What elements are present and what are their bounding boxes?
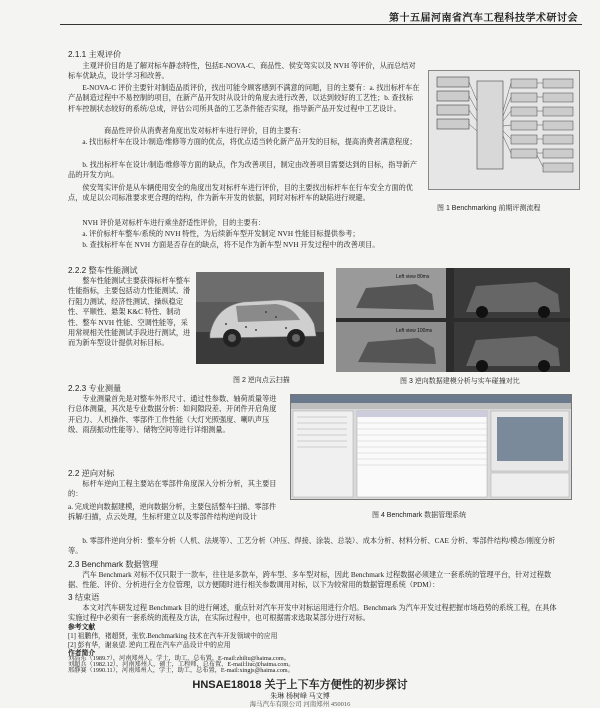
figure-3-caption: 图 3 逆向数据建模分析与实车碰撞对比 [400, 378, 520, 385]
para-211-7: NVH 评价是对标杆车进行乘坐舒适性评价，目的主要有： [82, 219, 266, 227]
header-title: 第十五届河南省汽车工程科技学术研讨会 [389, 13, 578, 24]
next-article-title: HNSAE18018 关于上下车方便性的初步探讨 [192, 679, 408, 691]
ref-item-2: [2] 彭有华，谢泉望. 逆向工程在汽车产品设计中的应用 [68, 642, 231, 649]
para-211-1: 主观评价目的是了解对标车静态特性，包括E-NOVA-C、商品性、侯安驾实以及 NVH 等评价，从而总结对标车优缺点，设计学习和改善。 [68, 62, 416, 81]
para-211-5: b. 找出标杆车在设计/制造/维修等方面的缺点，作为改善项目，制定由改善项目需要达到的目标，指导新产品的开发方向。 [68, 161, 418, 180]
figure-3-label-80ms: Left view 80ms [396, 274, 430, 280]
figure-2-car-photo [196, 272, 324, 364]
heading-223: 2.2.3 专业测量 [68, 384, 122, 393]
ref-item-1: [1] 祖鹏伟，褚超贤，张钦.Benchmarking 技术在汽车开发领域中的应用 [68, 633, 278, 640]
figure-3-label-100ms: Left view 100ms [396, 328, 433, 334]
refs-heading: 参考文献 [68, 624, 96, 631]
figure-4 [290, 394, 572, 500]
figure-3 [336, 268, 570, 372]
para-211-6: 侯安驾实评价是从车辆使用安全的角度出发对标杆车进行评价，目的主要找出标杆车在行车安全方面的优点，成足以公司标准要求更合理的结构，作为新车开发的依据，同时对标杆车的缺陷进行规避。 [68, 184, 414, 203]
author-intro-3: 邢静赛（1990.11），河南郑州人，学士，助工，总布置，E-mail:xingjs@haima.com。 [68, 667, 294, 674]
heading-3: 3 结束语 [68, 593, 100, 602]
para-211-3: 商品性评价从消费者角度出发对标杆车进行评价，目的主要有： [104, 127, 306, 135]
para-22-b: b. 零部件逆向分析：整车分析（人机、法规等）、工艺分析（冲压、焊接、涂装、总装）、成本分析、材料分析、CAE 分析、零部件结构/模态/刚度分析等。 [68, 537, 556, 556]
heading-22: 2.2 逆向对标 [68, 469, 115, 478]
figure-1 [428, 70, 580, 190]
author-intro-2: 刘超兵（1982.12），河南郑州人，硕士，工程师，总布置，E-mail:liuc@haima.com。 [68, 661, 295, 668]
para-211-8: a. 评价标杆车整车/系统的 NVH 特性，为后续新车型开发制定 NVH 性能目标提供参考； [82, 230, 360, 238]
next-article-affiliation: 海马汽车有限公司 河南郑州 450016 [249, 701, 351, 708]
figure-2-caption: 图 2 逆向点云扫描 [233, 377, 290, 384]
header-rule [60, 24, 582, 25]
para-3: 本文对汽车研发过程 Benchmark 目的进行阐述，重点针对汽车开发中对标运用进行介绍。Benchmark 为汽车开发过程把握市场趋势的系统工程，在具体实施过程中必须有一套系统的流程及方法，在实际过程中，也可根据需求选取某部分进行对标。 [68, 604, 557, 623]
author-intro-1: 刘浩东（1989.7），河南郑州人，学士，助工，总布置，E-mail:zhiliu@haima.com。 [68, 655, 290, 662]
heading-23: 2.3 Benchmark 数据管理 [68, 560, 159, 569]
para-211-2: E-NOVA-C 评价主要针对制造品质评价，找出可能令顾客感到不满意的问题，目的主要有：a. 找出标杆车在产品制造过程中不易控制的项目，在新产品开发时从设计的角度去进行改善，以达到较好的工艺性；b. 查找标杆车控制状态较好的系统/总成，评估公司所具备的工艺条件能否实现，指导新产品开发过程中工艺设计。 [68, 84, 420, 113]
para-23: 汽车 Benchmark 对标不仅只限于一款车，往往是多款车，跨车型、多车型对标，因此 Benchmark 过程数据必须建立一套系统的管理平台，针对过程数据、性能、评价、分析进行全方位管理，以方便随时进行相关参数调用对标，以下为较常用的数据管理系统（PDM）： [68, 571, 552, 590]
para-211-4: a. 找出标杆车在设计/制造/维修等方面的优点，将优点适当转化新产品开发的目标，提高消费者满意程度； [82, 138, 417, 146]
page-header [0, 0, 600, 26]
heading-211: 2.1.1 主观评价 [68, 50, 122, 59]
figure-1-flowchart [429, 71, 579, 189]
authors-intro-heading: 作者简介 [68, 650, 96, 657]
figure-4-pdm-screenshot [291, 395, 571, 499]
figure-1-caption: 图 1 Benchmarking 前期评测流程 [437, 205, 541, 212]
para-22: 标杆车逆向工程主要站在零部件角度深入分析分析，其主要目的： [68, 480, 277, 499]
para-211-9: b. 查找标杆车在 NVH 方面是否存在的缺点，将不足作为新车型 NVH 开发过程中的改善项目。 [82, 241, 380, 249]
figure-4-caption: 图 4 Benchmark 数据管理系统 [372, 512, 467, 519]
para-22-a: a. 完成逆向数据建模，逆向数据分析，主要包括整车扫描、零部件拆解/扫描，点云处理，生标杆建立以及零部件结构逆向设计 [68, 503, 277, 522]
heading-222: 2.2.2 整车性能测试 [68, 266, 138, 275]
para-222: 整车性能测试主要获得标杆车整车性能指标，主要包括动力性能测试、滑行阻力测试、经济性测试、操纵稳定性、平顺性、悬架 K&C 特性、制动性、整车 NVH 性能、空调性能等，采用常规相关性能测试手段进行测试，进而为新车型设计提供对标目标。 [68, 277, 191, 348]
figure-3-crash-views [336, 268, 570, 372]
next-article-authors: 朱琳 杨树峰 马文博 [270, 692, 330, 700]
para-223: 专业测量首先是对整车外形尺寸、通过性参数、轴荷质量等进行总体测量，其次是专业数据分析：如间隙段差、开闭件开启角度开启力、人机操作、零部件工作性能（大灯光照强度、喇叭声压级、雨刮振动性能等）、储物空间等进行详细测量。 [68, 395, 277, 435]
figure-2 [196, 272, 324, 364]
